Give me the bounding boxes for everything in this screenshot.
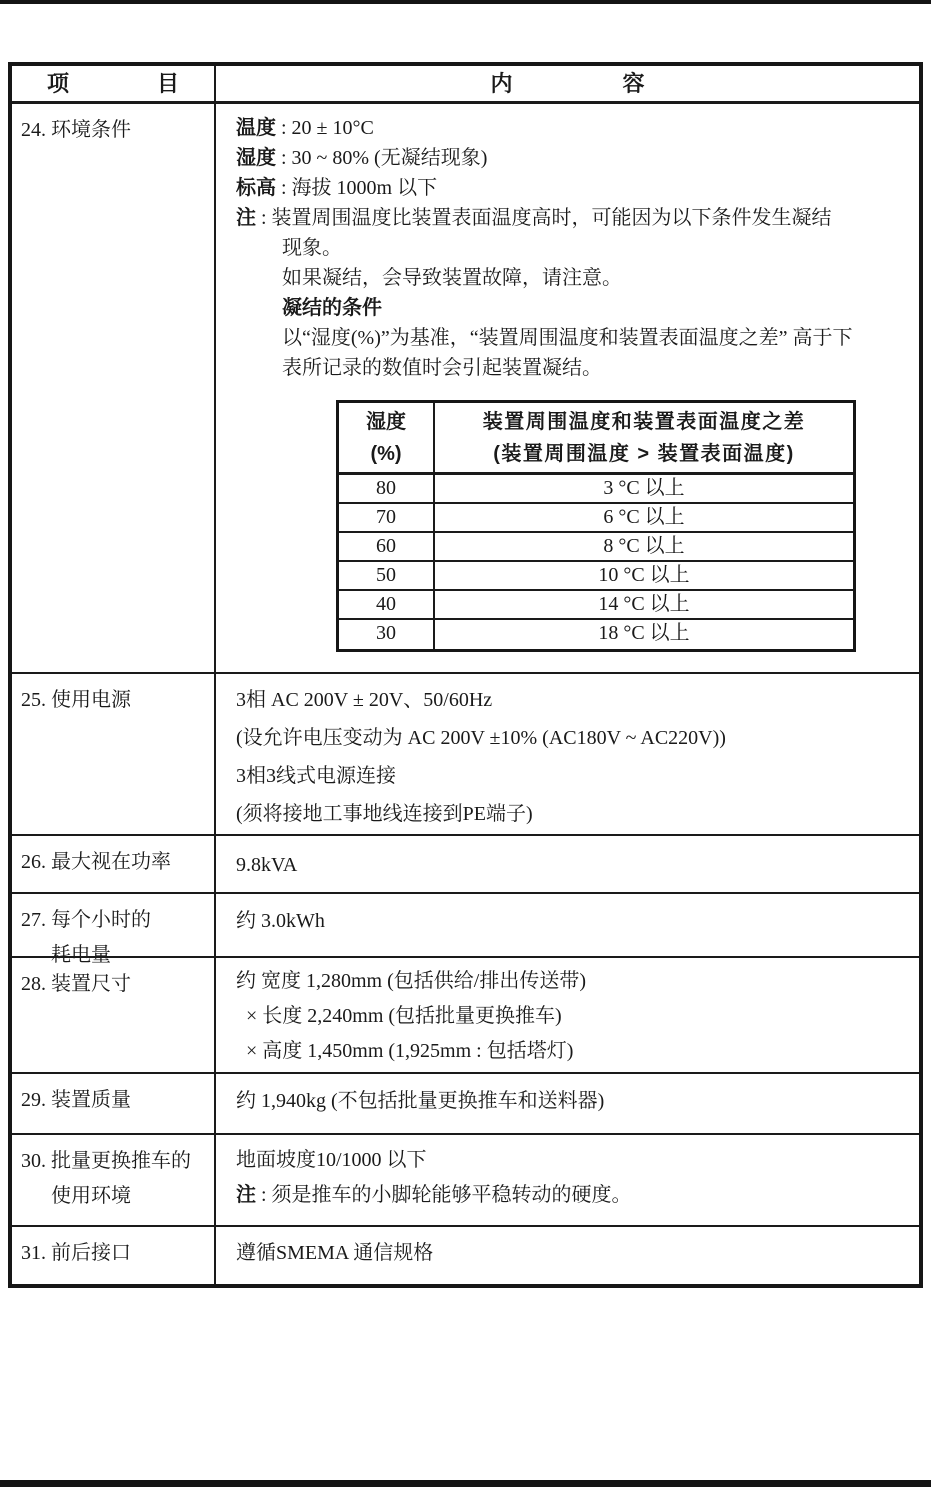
item-label-27-line2: 耗电量	[51, 944, 111, 966]
condensation-table-header	[339, 403, 853, 475]
condensation-row	[339, 475, 853, 504]
table-row-25	[12, 674, 919, 836]
item-cell-29	[12, 1074, 216, 1133]
note-continuation-1: 现象。	[282, 237, 342, 259]
item-label-31: 31. 前后接口	[21, 1242, 131, 1264]
item-cell-30	[12, 1135, 216, 1225]
dimension-height: × 高度 1,450mm (1,925mm : 包括塔灯)	[246, 1040, 574, 1062]
content-cell-31	[216, 1227, 919, 1284]
temp-diff-value: 10 °C 以上	[598, 564, 690, 586]
condensation-row	[339, 591, 853, 620]
spec-value: : 30 ~ 80% (无凝结现象)	[276, 147, 488, 169]
floor-slope-value: 地面坡度10/1000 以下	[236, 1149, 427, 1171]
page-top-rule	[0, 0, 931, 4]
humidity-value: 70	[339, 504, 435, 531]
temp-diff-header-cell	[435, 403, 853, 472]
dimension-width: 约 宽度 1,280mm (包括供给/排出传送带)	[236, 970, 586, 992]
condensation-table	[336, 400, 856, 652]
temp-diff-header-line2: (装置周围温度 > 装置表面温度)	[493, 443, 795, 465]
humidity-header-line2: (%)	[370, 443, 402, 465]
humidity-header-cell	[339, 403, 435, 472]
spec-line-humidity	[236, 143, 909, 173]
content-cell-27	[216, 894, 919, 956]
spec-line-note	[236, 203, 909, 233]
humidity-value: 80	[339, 475, 435, 502]
spec-label: 注	[236, 207, 256, 229]
content-cell-24	[216, 104, 919, 672]
humidity-value: 50	[339, 562, 435, 589]
spec-line-temperature	[236, 113, 909, 143]
item-cell-25	[12, 674, 216, 834]
item-label-28: 28. 装置尺寸	[21, 973, 131, 995]
condensation-row	[339, 562, 853, 591]
condensation-condition-title: 凝结的条件	[282, 297, 382, 319]
power-line-1: 3相 AC 200V ± 20V、50/60Hz	[236, 689, 493, 711]
humidity-value: 30	[339, 620, 435, 649]
power-consumption-value: 约 3.0kWh	[236, 910, 325, 932]
table-row-31	[12, 1227, 919, 1284]
spec-label: 温度	[236, 117, 276, 139]
content-cell-30	[216, 1135, 919, 1225]
table-row-24	[12, 104, 919, 674]
device-mass-value: 约 1,940kg (不包括批量更换推车和送料器)	[236, 1090, 605, 1112]
item-cell-26	[12, 836, 216, 892]
spec-value: : 海拔 1000m 以下	[276, 177, 438, 199]
temp-diff-value: 6 °C 以上	[603, 506, 685, 528]
condensation-row	[339, 504, 853, 533]
power-line-3: 3相3线式电源连接	[236, 765, 396, 787]
humidity-value: 60	[339, 533, 435, 560]
item-label-30-line1: 30. 批量更换推车的	[21, 1150, 191, 1172]
cart-note-line	[236, 1178, 909, 1213]
header-cell-item: 项 目	[12, 66, 216, 101]
item-label-30-line2: 使用环境	[51, 1185, 131, 1207]
spec-table-header-row	[12, 66, 919, 104]
apparent-power-value: 9.8kVA	[236, 854, 298, 876]
item-label-29: 29. 装置质量	[21, 1089, 131, 1111]
item-label-25: 25. 使用电源	[21, 689, 131, 711]
content-cell-28	[216, 958, 919, 1072]
spec-label: 标高	[236, 177, 276, 199]
page-bottom-rule	[0, 1480, 931, 1487]
interface-spec-value: 遵循SMEMA 通信规格	[236, 1242, 434, 1264]
item-cell-28	[12, 958, 216, 1072]
table-row-29	[12, 1074, 919, 1135]
spec-value: : 装置周围温度比装置表面温度高时，可能因为以下条件发生凝结	[256, 207, 832, 229]
item-label-27-line1: 27. 每个小时的	[21, 909, 151, 931]
note-continuation-2: 如果凝结，会导致装置故障，请注意。	[282, 267, 622, 289]
spec-value: : 20 ± 10°C	[276, 117, 374, 139]
temp-diff-header-line1: 装置周围温度和装置表面温度之差	[482, 411, 806, 433]
temp-diff-value: 8 °C 以上	[603, 535, 685, 557]
table-row-26	[12, 836, 919, 894]
spec-line-altitude	[236, 173, 909, 203]
item-cell-31	[12, 1227, 216, 1284]
humidity-value: 40	[339, 591, 435, 618]
spec-table	[8, 62, 923, 1288]
dimension-length: × 长度 2,240mm (包括批量更换推车)	[246, 1005, 562, 1027]
condensation-text-1: 以“湿度(%)”为基准，“装置周围温度和装置表面温度之差” 高于下	[282, 327, 853, 349]
header-cell-content: 内 容	[490, 70, 645, 96]
power-line-4: (须将接地工事地线连接到PE端子)	[236, 803, 533, 825]
content-cell-25	[216, 674, 919, 834]
condensation-row	[339, 620, 853, 649]
condensation-text-2: 表所记录的数值时会引起装置凝结。	[282, 357, 602, 379]
power-line-2: (设允许电压变动为 AC 200V ±10% (AC180V ~ AC220V))	[236, 727, 726, 749]
note-value: : 须是推车的小脚轮能够平稳转动的硬度。	[256, 1184, 632, 1206]
item-cell-24	[12, 104, 216, 672]
temp-diff-value: 3 °C 以上	[603, 477, 685, 499]
item-label-24: 24. 环境条件	[21, 119, 131, 141]
table-row-27	[12, 894, 919, 966]
table-row-28	[12, 958, 919, 1074]
content-cell-29	[216, 1074, 919, 1133]
note-label: 注	[236, 1184, 256, 1206]
humidity-header-line1: 湿度	[366, 411, 406, 433]
item-label-26: 26. 最大视在功率	[21, 851, 171, 873]
condensation-row	[339, 533, 853, 562]
spec-label: 湿度	[236, 147, 276, 169]
temp-diff-value: 14 °C 以上	[598, 593, 690, 615]
content-cell-26	[216, 836, 919, 892]
item-cell-27	[12, 894, 216, 966]
table-row-30	[12, 1135, 919, 1227]
temp-diff-value: 18 °C 以上	[598, 622, 690, 644]
